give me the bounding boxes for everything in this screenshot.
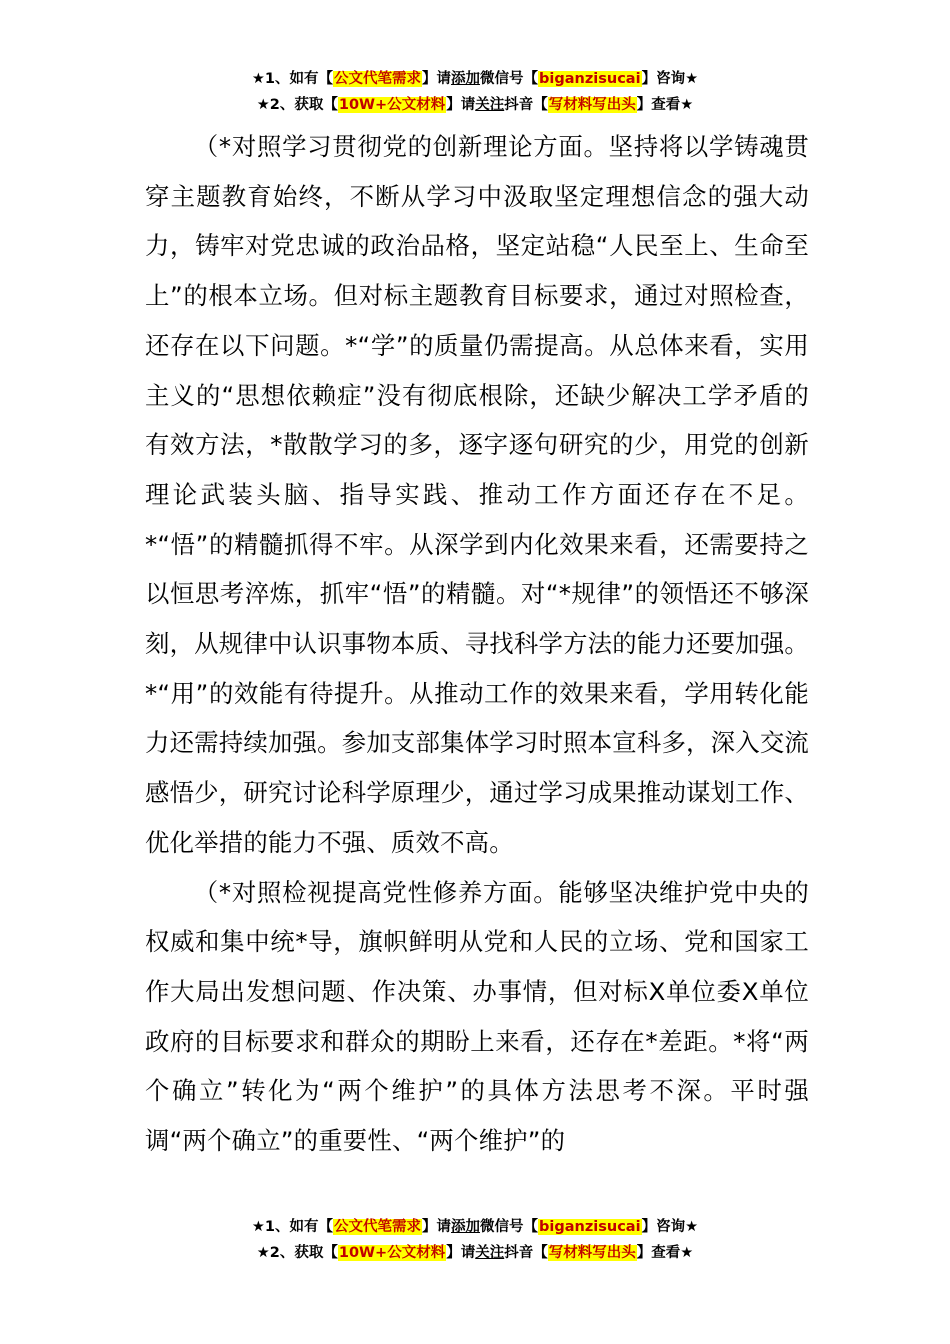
banner-text: ★1、如有【	[251, 1219, 334, 1235]
paragraph: （*对照检视提高党性修养方面。能够坚决维护党中央的权威和集中统*导，旗帜鲜明从党和人民的立场、党和国家工作大局出发想问题、作决策、办事情，但对标X单位委X单位政府的目标要求和群众的期盼上来看，还存在*差距。*将“两个确立”转化为“两个维护”的具体方法思考不深。平时强调“两个确立”的重要性、“两个维护”的	[145, 877, 809, 1156]
banner-text: 】请	[422, 1219, 452, 1235]
banner-highlight: 10W+公文材料	[338, 1245, 446, 1261]
banner-text: 微信号【	[480, 1219, 539, 1235]
banner-text: 抖音【	[504, 97, 548, 113]
banner-text: 】查看★	[636, 1245, 694, 1261]
banner-text: ★1、如有【	[251, 71, 334, 87]
banner-text: 】咨询★	[641, 71, 699, 87]
banner-emphasis: 添加	[451, 71, 481, 87]
banner-text: ★2、获取【	[256, 97, 338, 113]
paragraph: （*对照学习贯彻党的创新理论方面。坚持将以学铸魂贯穿主题教育始终，不断从学习中汲取坚定理想信念的强大动力，铸牢对党忠诚的政治品格，坚定站稳“人民至上、生命至上”的根本立场。但对标主题教育目标要求，通过对照检查，还存在以下问题。*“学”的质量仍需提高。从总体来看，实用主义的“思想依赖症”没有彻底根除，还缺少解决工学矛盾的有效方法，*散散学习的多，逐字逐句研究的少，用党的创新理论武装头脑、指导实践、推动工作方面还存在不足。*“悟”的精髓抓得不牢。从深学到内化效果来看，还需要持之以恒思考淬炼，抓牢“悟”的精髓。对“*规律”的领悟还不够深刻，从规律中认识事物本质、寻找科学方法的能力还要加强。*“用”的效能有待提升。从推动工作的效果来看，学用转化能力还需持续加强。参加支部集体学习时照本宣科多，深入交流感悟少，研究讨论科学原理少，通过学习成果推动谋划工作、优化举措的能力不强、质效不高。	[145, 132, 809, 857]
footer-banner	[0, 1214, 950, 1266]
banner-highlight: 写材料写出头	[548, 1245, 636, 1261]
banner-text: 】查看★	[636, 97, 694, 113]
banner-highlight: biganzisucai	[539, 1219, 641, 1235]
banner-highlight: 公文代笔需求	[334, 71, 422, 87]
banner-line-1	[0, 1214, 950, 1240]
banner-line-2	[0, 92, 950, 118]
banner-text: 】请	[446, 97, 476, 113]
banner-text: ★2、获取【	[256, 1245, 338, 1261]
banner-text: 微信号【	[480, 71, 539, 87]
header-banner	[0, 66, 950, 118]
banner-highlight: 写材料写出头	[548, 97, 636, 113]
banner-text: 】咨询★	[641, 1219, 699, 1235]
banner-emphasis: 关注	[475, 1245, 505, 1261]
banner-text: 】请	[422, 71, 452, 87]
banner-emphasis: 关注	[475, 97, 505, 113]
banner-emphasis: 添加	[451, 1219, 481, 1235]
banner-highlight: biganzisucai	[539, 71, 641, 87]
banner-line-2	[0, 1240, 950, 1266]
banner-line-1	[0, 66, 950, 92]
banner-text: 抖音【	[504, 1245, 548, 1261]
document-body	[145, 122, 809, 1166]
banner-text: 】请	[446, 1245, 476, 1261]
banner-highlight: 10W+公文材料	[338, 97, 446, 113]
banner-highlight: 公文代笔需求	[334, 1219, 422, 1235]
